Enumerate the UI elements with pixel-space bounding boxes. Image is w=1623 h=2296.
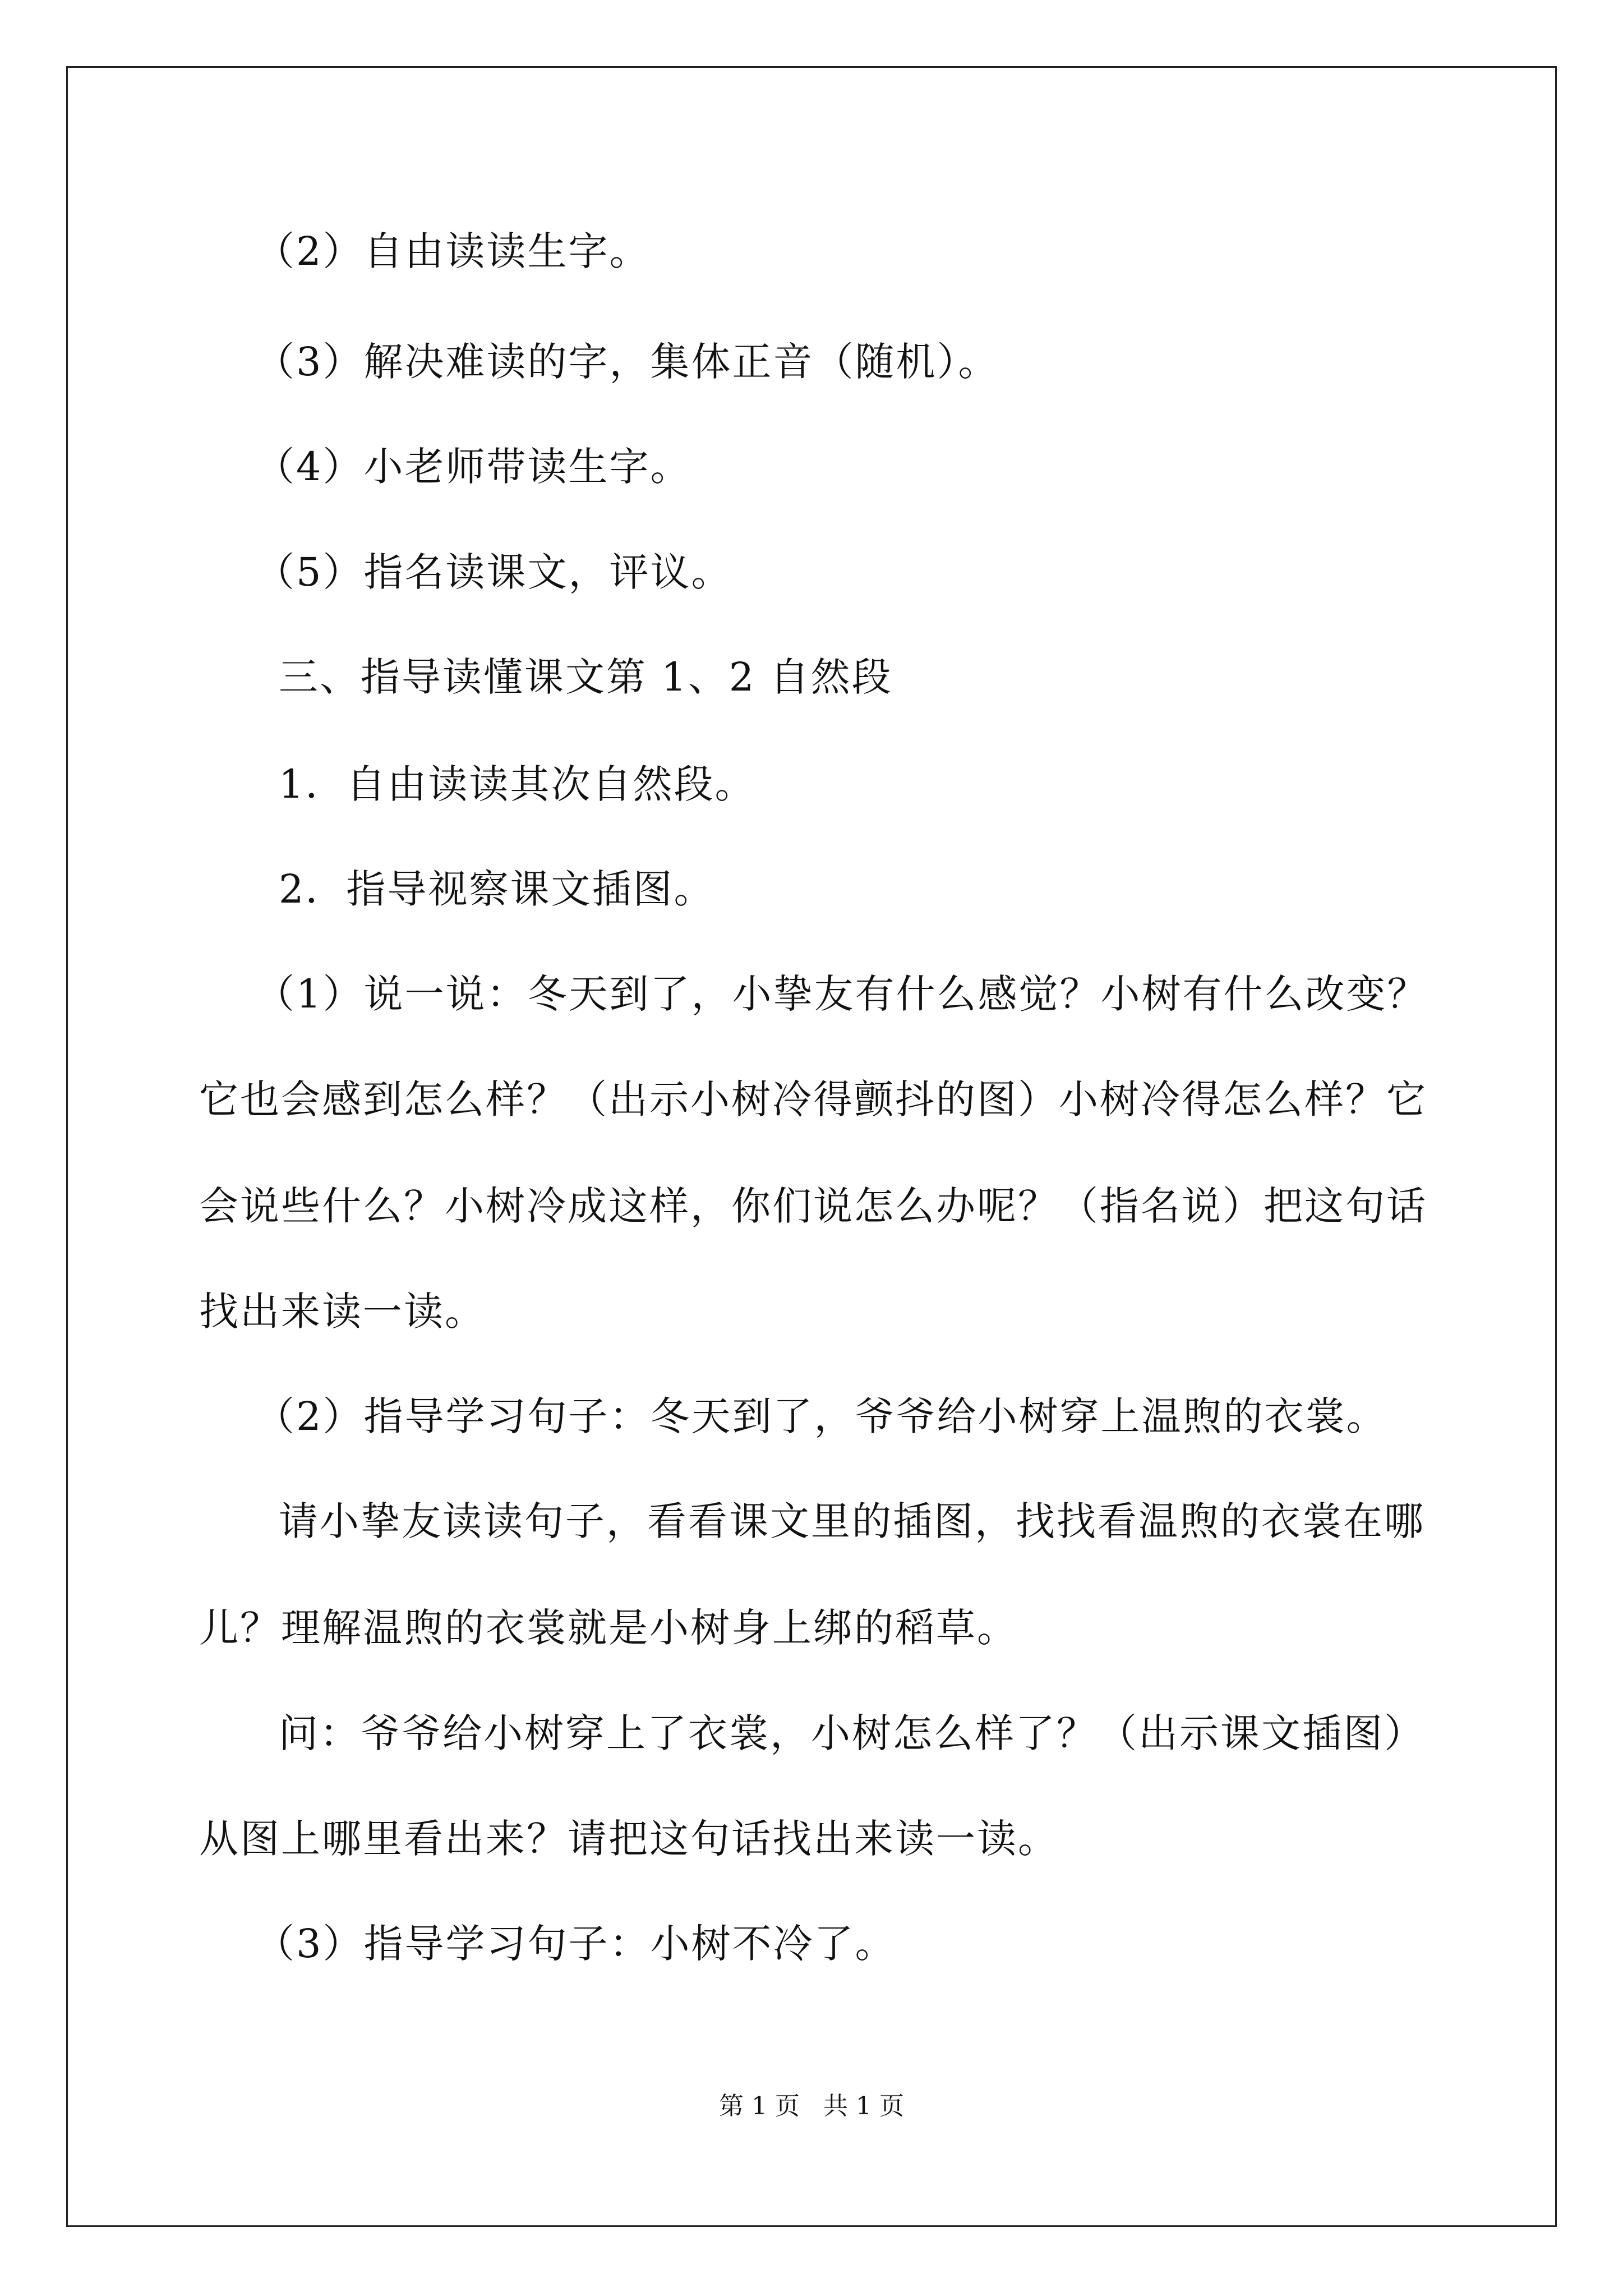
- text-line: 2．指导视察课文插图。: [279, 866, 715, 912]
- text-line: 1．自由读读其次自然段。: [279, 761, 756, 807]
- text-line: 它也会感到怎么样？（出示小树冷得颤抖的图）小树冷得怎么样？它: [199, 1076, 1427, 1122]
- text-line: 从图上哪里看出来？请把这句话找出来读一读。: [199, 1816, 1059, 1862]
- text-line: （4）小老师带读生字。: [255, 444, 691, 490]
- text-line: 问：爷爷给小树穿上了衣裳，小树怎么样了？（出示课文插图）: [279, 1710, 1425, 1756]
- text-line: （1）说一说：冬天到了，小挚友有什么感觉？小树有什么改变？: [255, 971, 1428, 1017]
- text-line: 请小挚友读读句子，看看课文里的插图，找找看温煦的衣裳在哪: [279, 1498, 1425, 1544]
- text-line: （2）自由读读生字。: [255, 228, 651, 274]
- section-heading: 三、指导读懂课文第 1、2 自然段: [279, 654, 893, 700]
- text-line: 找出来读一读。: [199, 1289, 486, 1335]
- text-line: （3）指导学习句子：小树不冷了。: [255, 1921, 896, 1967]
- text-line: （2）指导学习句子：冬天到了，爷爷给小树穿上温煦的衣裳。: [255, 1393, 1387, 1439]
- text-line: （5）指名读课文，评议。: [255, 549, 732, 595]
- text-line: 会说些什么？小树冷成这样，你们说怎么办呢？（指名说）把这句话: [199, 1183, 1427, 1229]
- text-line: （3）解决难读的字，集体正音（随机）。: [255, 339, 999, 385]
- page-border: [66, 66, 1557, 2227]
- text-line: 儿？理解温煦的衣裳就是小树身上绑的稻草。: [199, 1605, 1018, 1651]
- page-footer: 第 1 页 共 1 页: [719, 2092, 904, 2120]
